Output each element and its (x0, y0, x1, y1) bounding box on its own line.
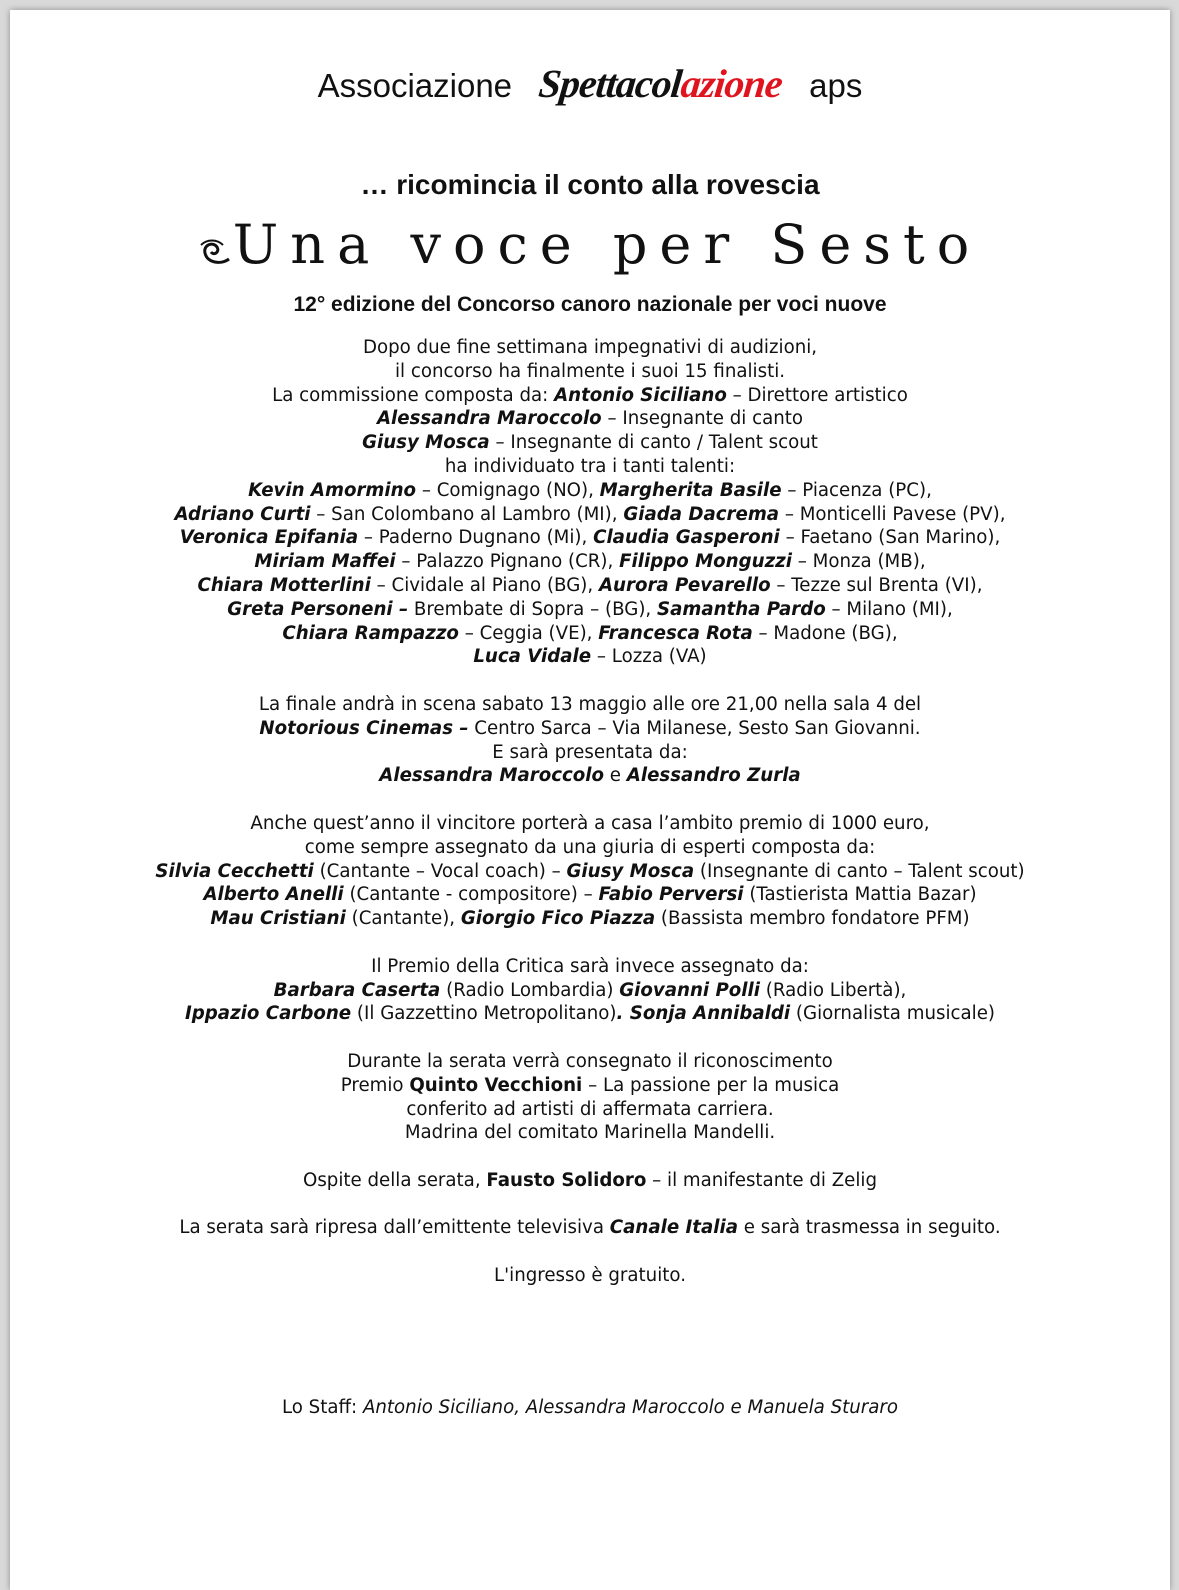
guest-name: Fausto Solidoro (486, 1169, 647, 1191)
staff-names: Antonio Siciliano, Alessandra Maroccolo e Manuela Sturaro (362, 1397, 899, 1418)
finalist-row: Luca Vidale – Lozza (VA) (473, 646, 707, 668)
award-line: Madrina del comitato Marinella Mandelli. (404, 1122, 776, 1144)
entry-line: L'ingresso è gratuito. (494, 1265, 686, 1287)
finalist-row: Miriam Maffei – Palazzo Pignano (CR), Filippo Monguzzi – Monza (MB), (254, 551, 926, 573)
guest-line: Ospite della serata, Fausto Solidoro – il manifestante di Zelig (303, 1169, 877, 1191)
tagline: … ricomincia il conto alla rovescia (360, 169, 820, 200)
finale-line: La finale andrà in scena sabato 13 maggio alle ore 21,00 nella sala 4 del (258, 693, 922, 715)
critics-row: Ippazio Carbone (Il Gazzettino Metropolitano). Sonja Annibaldi (Giornalista musicale) (185, 1003, 995, 1025)
brand-logo (537, 62, 784, 106)
award-name: Quinto Vecchioni (409, 1074, 583, 1096)
spacer (10, 1240, 1170, 1264)
spacer (10, 931, 1170, 955)
commission-line: Alessandra Maroccolo – Insegnante di canto (376, 408, 804, 430)
document-page (10, 10, 1170, 1590)
finalist-row: Greta Personeni – Brembate di Sopra – (BG), Samantha Pardo – Milano (MI), (227, 598, 953, 620)
association-header (10, 62, 1170, 108)
brand-logo-part2: azione (679, 61, 785, 106)
channel-name: Canale Italia (609, 1217, 738, 1239)
intro-line: ha individuato tra i tanti talenti: (444, 455, 736, 477)
staff-signature (10, 1396, 1170, 1420)
jury-row: Mau Cristiani (Cantante), Giorgio Fico Piazza (Bassista membro fondatore PFM) (210, 908, 970, 930)
spacer (10, 1145, 1170, 1169)
finale-line: E sarà presentata da: (492, 741, 688, 763)
award-line: Durante la serata verrà consegnato il riconoscimento (347, 1050, 833, 1072)
spacer (10, 1026, 1170, 1050)
jury-line: come sempre assegnato da una giuria di esperti composta da: (304, 836, 876, 858)
left-flourish-icon (199, 214, 233, 284)
person-name: Antonio Siciliano (554, 384, 727, 406)
venue-name: Notorious Cinemas – (259, 717, 469, 739)
intro-line: il concorso ha finalmente i suoi 15 finalisti. (394, 360, 786, 382)
event-title (10, 210, 1170, 284)
award-line: conferito ad artisti di affermata carriera. (406, 1098, 774, 1120)
finale-line: Notorious Cinemas – Centro Sarca – Via Milanese, Sesto San Giovanni. (259, 717, 921, 739)
hosts-line: Alessandra Maroccolo e Alessandro Zurla (379, 765, 801, 787)
event-title-text: Una voce per Sesto (232, 213, 982, 276)
critics-row: Barbara Caserta (Radio Lombardia) Giovanni Polli (Radio Libertà), (273, 979, 907, 1001)
commission-line: Giusy Mosca – Insegnante di canto / Talent scout (362, 432, 818, 454)
critics-line: Il Premio della Critica sarà invece assegnato da: (371, 955, 809, 977)
person-name: Giusy Mosca (362, 432, 490, 454)
broadcast-line: La serata sarà ripresa dall’emittente televisiva Canale Italia e sarà trasmessa in seguito. (179, 1217, 1001, 1239)
jury-line: Anche quest’anno il vincitore porterà a casa l’ambito premio di 1000 euro, (250, 812, 930, 834)
staff-label: Lo Staff: (281, 1397, 363, 1418)
header-prefix: Associazione (317, 67, 513, 104)
spacer (10, 788, 1170, 812)
spacer (10, 669, 1170, 693)
person-name: Alessandra Maroccolo (376, 408, 602, 430)
spacer (10, 1193, 1170, 1217)
event-subtitle: 12° edizione del Concorso canoro nazionale per voci nuove (293, 293, 887, 316)
intro-line: Dopo due fine settimana impegnativi di audizioni, (362, 337, 818, 358)
finalist-row: Chiara Rampazzo – Ceggia (VE), Francesca Rota – Madone (BG), (282, 622, 898, 644)
finalist-row: Adriano Curti – San Colombano al Lambro (MI), Giada Dacrema – Monticelli Pavese (PV), (174, 503, 1006, 525)
brand-logo-part1: Spettacol (536, 61, 684, 106)
jury-row: Alberto Anelli (Cantante - compositore) – Fabio Perversi (Tastierista Mattia Bazar) (203, 884, 977, 906)
commission-line: La commissione composta da: Antonio Siciliano – Direttore artistico (272, 384, 908, 406)
announcement-body (10, 336, 1170, 1288)
jury-row: Silvia Cecchetti (Cantante – Vocal coach) – Giusy Mosca (Insegnante di canto – Talent scout) (155, 860, 1025, 882)
finalist-row: Kevin Amormino – Comignago (NO), Margherita Basile – Piacenza (PC), (248, 479, 932, 501)
header-suffix: aps (809, 67, 863, 104)
finalist-row: Veronica Epifania – Paderno Dugnano (Mi), Claudia Gasperoni – Faetano (San Marino), (179, 527, 1001, 549)
finalist-row: Chiara Motterlini – Cividale al Piano (BG), Aurora Pevarello – Tezze sul Brenta (VI), (197, 574, 983, 596)
award-line: Premio Quinto Vecchioni – La passione per la musica (340, 1074, 840, 1096)
